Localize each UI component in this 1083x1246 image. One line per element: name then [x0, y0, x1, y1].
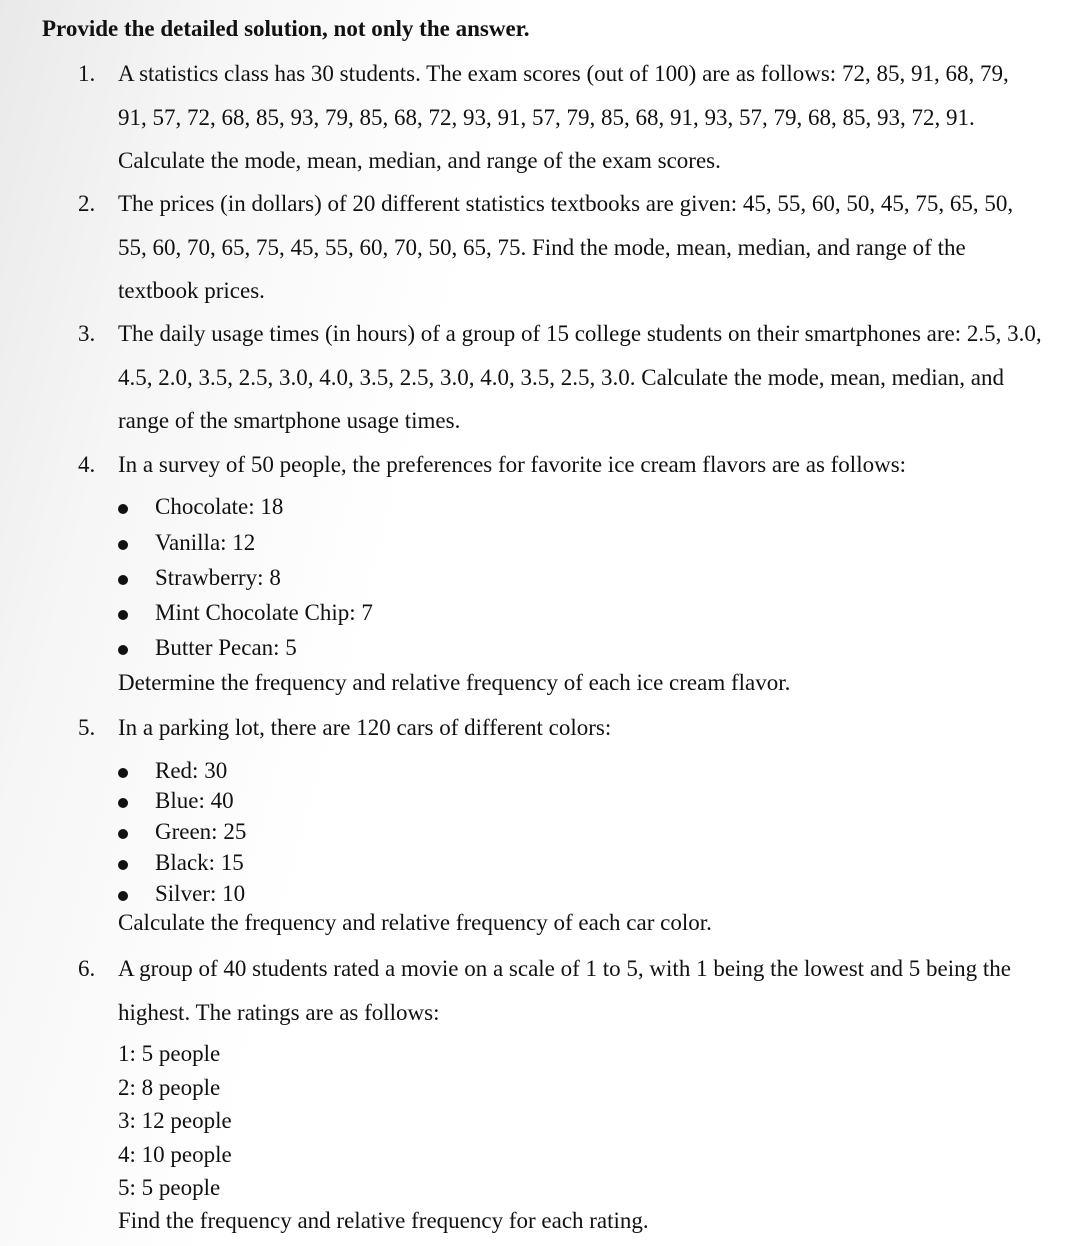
bullet-icon	[118, 860, 128, 870]
rating-line: 5: 5 people	[118, 1175, 221, 1200]
bullet-icon	[118, 829, 128, 839]
problem-task: Find the frequency and relative frequency for each rating.	[118, 1208, 649, 1233]
bullet-icon	[118, 798, 128, 808]
rating-line: 4: 10 people	[118, 1142, 232, 1167]
bullet-icon	[118, 575, 128, 585]
problem-text: A group of 40 students rated a movie on a scale of 1 to 5, with 1 being the lowest and 5 being the highest. The ratings are as follows:	[118, 956, 1011, 1025]
bullet-icon	[118, 504, 128, 514]
bullet-icon	[118, 645, 128, 655]
bullet-icon	[118, 891, 128, 901]
problem-text: In a parking lot, there are 120 cars of different colors:	[118, 715, 612, 740]
instruction-heading: Provide the detailed solution, not only the answer.	[42, 16, 530, 41]
rating-line: 1: 5 people	[118, 1041, 221, 1066]
problem-text: The prices (in dollars) of 20 different statistics textbooks are given: 45, 55, 60, 50, 45, 75, 65, 50, 55, 60, 70, 65, 75, 45, 55, 60, 70, 50, 65, 75. Find the mode, mean, median, and range of the textbook prices.	[118, 191, 1014, 303]
problem-number: 5.	[78, 715, 96, 740]
problem-text: The daily usage times (in hours) of a group of 15 college students on their smartphones are: 2.5, 3.0, 4.5, 2.0, 3.5, 2.5, 3.0, 4.0, 3.5, 2.5, 3.0, 4.0, 3.5, 2.5, 3.0. Calculate the mode, mean, median, and range of the smartphone usage times.	[118, 321, 1042, 433]
problem-number: 3.	[78, 321, 96, 346]
problem-task: Determine the frequency and relative frequency of each ice cream flavor.	[118, 670, 791, 695]
problem-number: 2.	[78, 191, 96, 216]
problem-number: 4.	[78, 452, 96, 477]
problem-number: 6.	[78, 956, 96, 981]
bullet-icon	[118, 610, 128, 620]
rating-line: 2: 8 people	[118, 1075, 221, 1100]
problem-task: Calculate the frequency and relative frequency of each car color.	[118, 910, 712, 935]
rating-line: 3: 12 people	[118, 1108, 232, 1133]
problem-number: 1.	[78, 61, 96, 86]
bullet-icon	[118, 768, 128, 778]
problem-text: In a survey of 50 people, the preferences for favorite ice cream flavors are as follows:	[118, 452, 907, 477]
problem-text: A statistics class has 30 students. The exam scores (out of 100) are as follows: 72, 85, 91, 68, 79, 91, 57, 72, 68, 85, 93, 79, 85, 68, 72, 93, 91, 57, 79, 85, 68, 91, 93, 57, 79, 68, 85, 93, 72, 91. Calculate the mode, mean, median, and range of the exam scores.	[118, 61, 1009, 173]
document-page: Provide the detailed solution, not only the answer. 1. A statistics class has 30 students. The exam scores (out of 100) are as follows: 72, 85, 91, 68, 79, 91, 57, 72, 68, 85, 93, 79, 85, 68, 72, 93, 91, 57, 79, 85, 68, 91, 93, 57, 79, 68, 85, 93, 72, 91. Calculate the mode, mean, median, and range of the exam scores. 2. The prices (in dollars) of 20 different statistics textbooks are given: 45, 55, 60, 50, 45, 75, 65, 50, 55, 60, 70, 65, 75, 45, 55, 60, 70, 50, 65, 75. Find the mode, mean, median, and range of the textbook prices. 3. The daily usage times (in hours) of a group of 15 college students on their smartphones are: 2.5, 3.0, 4.5, 2.0, 3.5, 2.5, 3.0, 4.0, 3.5, 2.5, 3.0, 4.0, 3.5, 2.5, 3.0. Calculate the mode, mean, median, and range of the smartphone usage times. 4. In a survey of 50 people, the preferences for favorite ice cream flavors are as follows: Chocolate: 18 Vanilla: 12 Strawberry: 8 Mint Chocolate Chip: 7 Butter Pecan: 5 Determine the frequency and relative frequency of each ice cream flavor. 5. In a parking lot, there are 120 cars of different colors: Red: 30 Blue: 40 Green: 25 Black: 15 Silver: 10 Calculate the frequency and relative frequency of each car color. 6. A group of 40 students rated a movie on a scale of 1 to 5, with 1 being the lowest and 5 being the highest. The ratings are as follows: 1: 5 people 2: 8 people 3: 12 people 4: 10 people 5: 5 people Find the frequency and relative frequency for each rating.	[42, 16, 1042, 1233]
bullet-icon	[118, 540, 128, 550]
